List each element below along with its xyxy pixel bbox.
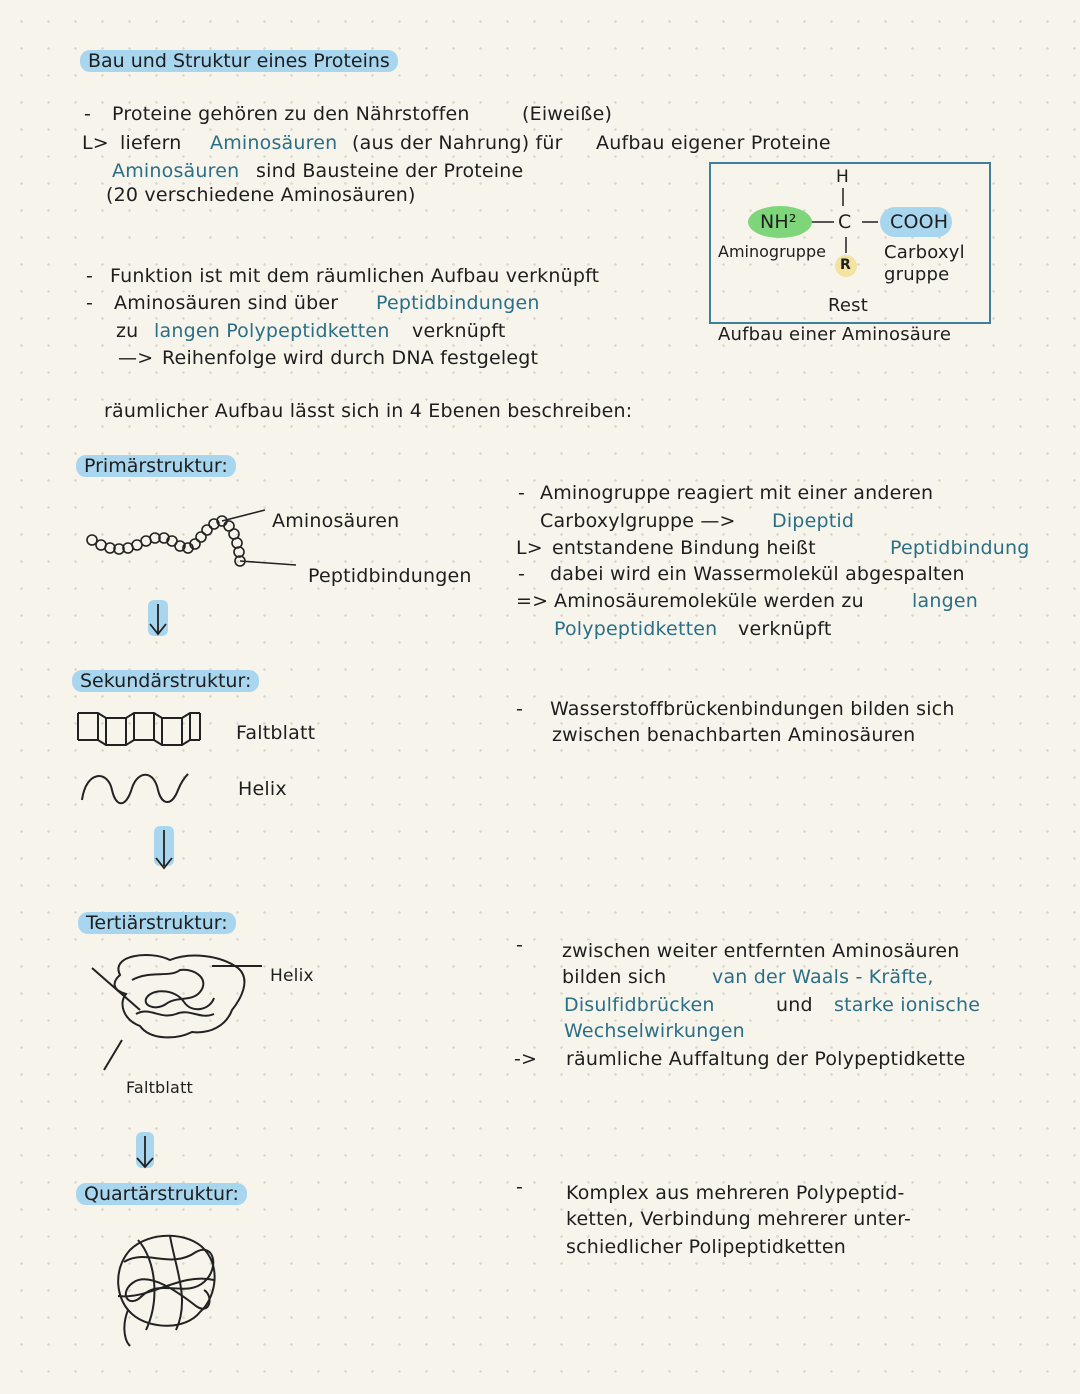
quaternary-dash: - xyxy=(516,1176,524,1198)
primary-heading: Primärstruktur: xyxy=(76,455,236,477)
primary-label-amino: Aminosäuren xyxy=(272,510,400,532)
primary-arrow-3: L> xyxy=(516,537,543,559)
func-dash-1: - xyxy=(86,265,94,287)
primary-dash-4: - xyxy=(518,563,526,585)
tertiary-label-helix: Helix xyxy=(270,966,314,986)
func-line-3-zu: zu xyxy=(116,320,139,342)
quaternary-heading: Quartärstruktur: xyxy=(76,1183,247,1205)
rest-label: Rest xyxy=(828,295,869,316)
intro-line-2-amino: Aminosäuren xyxy=(210,132,338,154)
secondary-text-1: Wasserstoffbrückenbindungen bilden sich xyxy=(550,698,955,720)
primary-text-6: verknüpft xyxy=(738,618,832,640)
amino-group-label: Aminogruppe xyxy=(718,242,826,261)
func-line-4: Reihenfolge wird durch DNA festgelegt xyxy=(162,347,539,369)
func-line-1: Funktion ist mit dem räumlichen Aufbau verknüpft xyxy=(110,265,600,287)
func-arrow-4: —> xyxy=(118,347,154,369)
intro-dash-1: - xyxy=(84,103,92,125)
func-line-2: Aminosäuren sind über xyxy=(114,292,339,314)
primary-arrow-5: => xyxy=(516,590,549,612)
intro-line-2d: Aufbau eigener Proteine xyxy=(596,132,831,154)
tertiary-heading: Tertiärstruktur: xyxy=(78,912,236,934)
secondary-dash: - xyxy=(516,698,524,720)
amino-h: H xyxy=(836,167,849,187)
quaternary-text-2: ketten, Verbindung mehrerer unter- xyxy=(566,1208,912,1230)
intro-line-2c: (aus der Nahrung) für xyxy=(352,132,563,154)
tertiary-arrow: -> xyxy=(514,1048,538,1070)
tertiary-text-3-disulfid: Disulfidbrücken xyxy=(564,994,715,1016)
intro-line-3: sind Bausteine der Proteine xyxy=(256,160,524,182)
amino-c: C xyxy=(838,211,852,233)
secondary-text-2: zwischen benachbarten Aminosäuren xyxy=(552,724,916,746)
primary-text-3-peptide: Peptidbindung xyxy=(890,537,1030,559)
primary-text-2: Carboxylgruppe —> xyxy=(540,510,736,532)
tertiary-label-sheet: Faltblatt xyxy=(126,1078,194,1097)
intro-line-3-amino: Aminosäuren xyxy=(112,160,240,182)
intro-line-4: (20 verschiedene Aminosäuren) xyxy=(106,184,416,206)
tertiary-text-2-vdw: van der Waals - Kräfte, xyxy=(712,966,934,988)
secondary-label-helix: Helix xyxy=(238,778,287,800)
tertiary-text-3-und: und xyxy=(776,994,813,1016)
quaternary-text-1: Komplex aus mehreren Polypeptid- xyxy=(566,1182,905,1204)
secondary-heading: Sekundärstruktur: xyxy=(72,670,259,692)
page-title: Bau und Struktur eines Proteins xyxy=(80,50,398,72)
intro-line-1: Proteine gehören zu den Nährstoffen xyxy=(112,103,470,125)
carboxyl-label-1: Carboxyl xyxy=(884,242,965,263)
amino-r: R xyxy=(840,257,851,273)
func-dash-2: - xyxy=(86,292,94,314)
quaternary-text-3: schiedlicher Polipeptidketten xyxy=(566,1236,847,1258)
primary-dash-1: - xyxy=(518,482,526,504)
tertiary-text-5: räumliche Auffaltung der Polypeptidkette xyxy=(566,1048,966,1070)
primary-text-6-chains: Polypeptidketten xyxy=(554,618,718,640)
func-line-3-chains: langen Polypeptidketten xyxy=(154,320,390,342)
levels-text: räumlicher Aufbau lässt sich in 4 Ebenen beschreiben: xyxy=(104,400,633,422)
primary-text-3: entstandene Bindung heißt xyxy=(552,537,816,559)
func-line-3-linked: verknüpft xyxy=(412,320,506,342)
intro-arrow-2: L> xyxy=(82,132,109,154)
tertiary-dash: - xyxy=(516,934,524,956)
intro-line-1-paren: (Eiweiße) xyxy=(522,103,613,125)
primary-text-4: dabei wird ein Wassermolekül abgespalten xyxy=(550,563,965,585)
tertiary-text-3-ionic: starke ionische xyxy=(834,994,981,1016)
tertiary-text-4: Wechselwirkungen xyxy=(564,1020,745,1042)
amino-diagram-caption: Aufbau einer Aminosäure xyxy=(718,324,952,345)
tertiary-text-1: zwischen weiter entfernten Aminosäuren xyxy=(562,940,960,962)
secondary-label-sheet: Faltblatt xyxy=(236,722,316,744)
primary-text-5: Aminosäuremoleküle werden zu xyxy=(554,590,864,612)
amino-cooh: COOH xyxy=(890,211,949,233)
carboxyl-label-2: gruppe xyxy=(884,264,950,285)
primary-text-1: Aminogruppe reagiert mit einer anderen xyxy=(540,482,934,504)
tertiary-text-2: bilden sich xyxy=(562,966,667,988)
amino-nh2: NH² xyxy=(760,211,797,233)
primary-text-2-dipeptide: Dipeptid xyxy=(772,510,855,532)
func-line-2-peptide: Peptidbindungen xyxy=(376,292,540,314)
primary-label-peptide: Peptidbindungen xyxy=(308,565,472,587)
intro-line-2a: liefern xyxy=(120,132,182,154)
primary-text-5-long: langen xyxy=(912,590,978,612)
